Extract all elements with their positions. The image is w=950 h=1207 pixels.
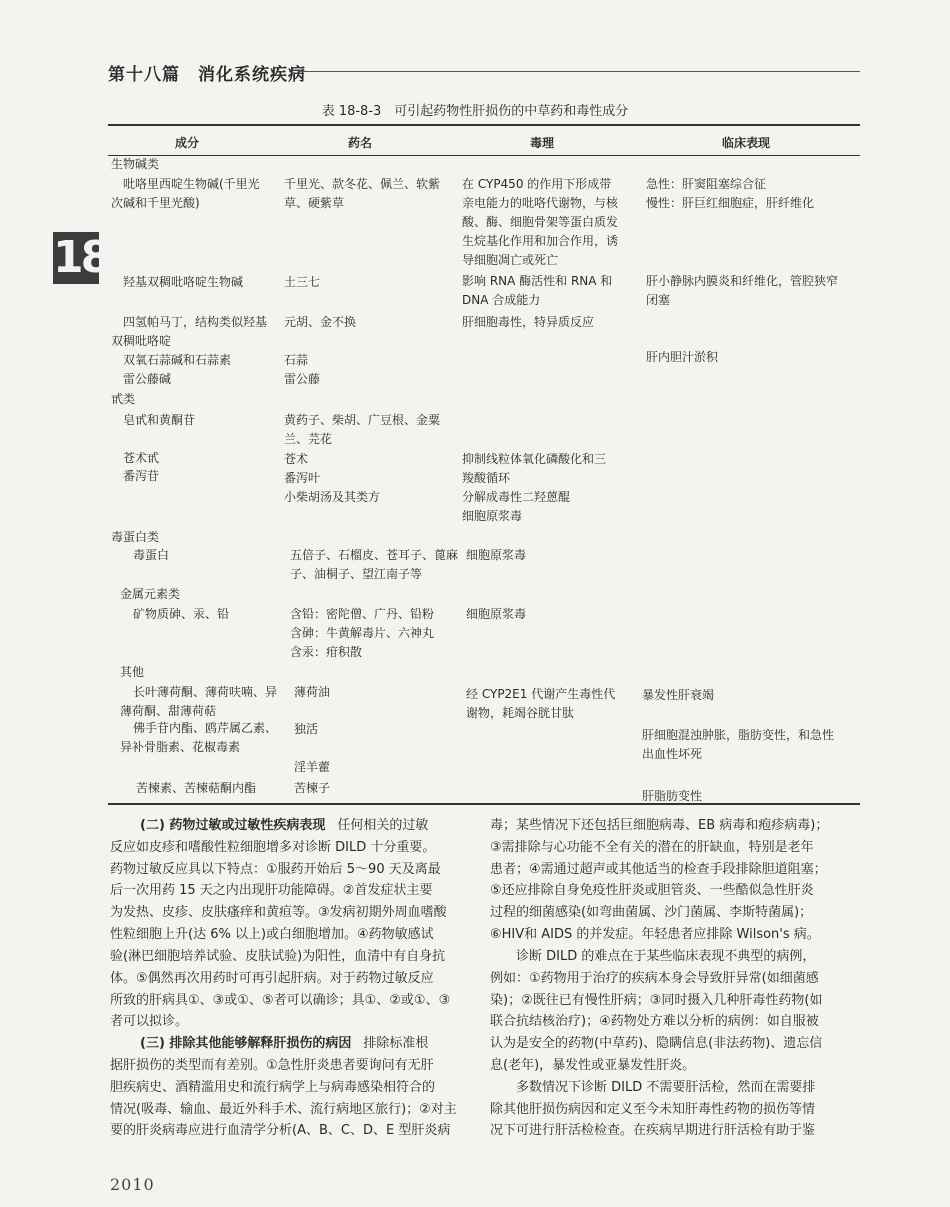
- table-cell: 吡咯里西啶生物碱(千里光: [123, 177, 260, 191]
- body-right-line: 过程的细菌感染(如弯曲菌属、沙门菌属、李斯特菌属)；: [490, 905, 813, 920]
- table-cell: 番泻叶: [284, 471, 321, 485]
- table-cell: 次碱和千里光酸): [111, 196, 200, 210]
- table-cell: 含铅：密陀僧、广丹、铅粉: [290, 607, 435, 621]
- table-cell: 肝小静脉内膜炎和纤维化，管腔狭窄: [646, 274, 839, 288]
- body-right-line: 多数情况下诊断 DILD 不需要肝活检，然而在需要排: [516, 1080, 816, 1095]
- body-left-line: 为发热、皮疹、皮肤瘙痒和黄疸等。③发病初期外周血嗜酸: [110, 905, 447, 920]
- table-cell: 急性：肝窦阻塞综合征: [646, 177, 767, 191]
- body-right-line: 认为是安全的药物(中草药)、隐瞒信息(非法药物)、遗忘信: [490, 1036, 823, 1051]
- table-cell: 雷公藤: [284, 372, 321, 386]
- body-left-line: 所致的肝病具①、③或①、⑤者可以确诊；具①、②或①、③: [110, 993, 451, 1008]
- table-cell: DNA 合成能力: [462, 293, 541, 307]
- table-cell: 谢物，耗竭谷胱甘肽: [466, 706, 575, 720]
- table-cell: 细胞原浆毒: [462, 509, 523, 523]
- table-cell: 羟基双稠吡咯啶生物碱: [123, 275, 244, 289]
- table-cell: 黄药子、柴胡、广豆根、金粟: [284, 413, 441, 427]
- body-right-line: ⑥HIV和 AIDS 的并发症。年轻患者应排除 Wilson's 病。: [490, 927, 820, 942]
- table-cell: 皂甙和黄酮苷: [123, 413, 196, 427]
- page-number: 2010: [110, 1175, 155, 1194]
- body-right-line: 染)；②既往已有慢性肝病；③同时摄入几种肝毒性药物(如: [490, 993, 823, 1008]
- table-cell: 苍术: [284, 452, 309, 466]
- table-cell: 兰、芫花: [284, 432, 333, 446]
- table-cell: 经 CYP2E1 代谢产生毒性代: [466, 687, 616, 701]
- body-left-line: 验(淋巴细胞培养试验、皮肤试验)为阳性，血清中有自身抗: [110, 949, 446, 964]
- table-cell: 金属元素类: [120, 587, 181, 601]
- table-cell: 慢性：肝巨红细胞症，肝纤维化: [646, 196, 815, 210]
- body-left-line: 者可以拟诊。: [110, 1014, 189, 1029]
- table-caption: 表 18-8-3 可引起药物性肝损伤的中草药和毒性成分: [321, 104, 629, 119]
- table-cell: 苍术甙: [123, 451, 160, 465]
- table-header-rule: [108, 155, 860, 156]
- table-cell: 肝细胞毒性，特异质反应: [462, 315, 595, 329]
- table-bottom-rule: [108, 803, 860, 805]
- table-cell: 雷公藤碱: [123, 372, 172, 386]
- col-header-clinical: 临床表现: [722, 136, 771, 150]
- body-left-line: 反应如皮疹和嗜酸性粒细胞增多对诊断 DILD 十分重要。: [110, 840, 436, 855]
- table-cell: 肝内胆汁淤积: [646, 350, 719, 364]
- table-cell: 生烷基化作用和加合作用，诱: [462, 234, 619, 248]
- table-cell: 含砷：牛黄解毒片、六神丸: [290, 626, 435, 640]
- table-cell: 酸、酶、细胞骨架等蛋白质发: [462, 215, 619, 229]
- col-header-component: 成分: [175, 136, 200, 150]
- body-right-line: 诊断 DILD 的难点在于某些临床表现不典型的病例，: [516, 949, 816, 964]
- col-header-toxicity: 毒理: [530, 136, 555, 150]
- col-header-drug: 药名: [348, 136, 373, 150]
- section-heading: (二) 药物过敏或过敏性疾病表现: [140, 818, 326, 833]
- table-cell: 其他: [120, 665, 145, 679]
- table-cell: 番泻苷: [123, 469, 160, 483]
- chapter-tab: 18: [53, 232, 109, 283]
- table-cell: 双氧石蒜碱和石蒜素: [123, 353, 232, 367]
- table-cell: 淫羊藿: [294, 760, 331, 774]
- table-cell: 草、硬紫草: [284, 196, 345, 210]
- table-cell: 子、油桐子、望江南子等: [290, 567, 423, 581]
- body-left-line: 药物过敏反应具以下特点：①服药开始后 5～90 天及离最: [110, 862, 441, 877]
- table-cell: 抑制线粒体氧化磷酸化和三: [462, 452, 607, 466]
- table-cell: 羧酸循环: [462, 471, 511, 485]
- table-cell: 闭塞: [646, 293, 671, 307]
- table-cell: 长叶薄荷酮、薄荷呋喃、异: [133, 685, 278, 699]
- body-left-line: [110, 815, 428, 837]
- body-left-line: 要的肝炎病毒应进行血清学分析(A、B、C、D、E 型肝炎病: [110, 1123, 451, 1138]
- table-cell: 含汞：疳积散: [290, 645, 363, 659]
- table-cell: 独活: [294, 722, 319, 736]
- body-right-line: ⑤还应排除自身免疫性肝炎或胆管炎、一些酷似急性肝炎: [490, 883, 814, 898]
- table-cell: 小柴胡汤及其类方: [284, 490, 381, 504]
- table-cell: 细胞原浆毒: [466, 548, 527, 562]
- body-right-line: 息(老年)，暴发性或亚暴发性肝炎。: [490, 1058, 696, 1073]
- table-top-rule: [108, 124, 860, 126]
- body-left-line: [110, 1033, 428, 1055]
- table-cell: 亲电能力的吡咯代谢物，与核: [462, 196, 619, 210]
- table-cell: 薄荷酮、甜薄荷萜: [120, 704, 217, 718]
- body-right-line: 况下可进行肝活检检查。在疾病早期进行肝活检有助于鉴: [490, 1123, 816, 1138]
- table-cell: 肝细胞混浊肿胀，脂肪变性，和急性: [642, 728, 835, 742]
- table-cell: 土三七: [284, 275, 321, 289]
- body-left-line: 据肝损伤的类型而有差别。①急性肝炎患者要询问有无肝: [110, 1058, 434, 1073]
- table-cell: 双稠吡咯啶: [111, 334, 172, 348]
- table-cell: 细胞原浆毒: [466, 607, 527, 621]
- header-rule: [298, 71, 860, 72]
- body-right-line: 除其他肝损伤病因和定义至今未知肝毒性药物的损伤等情: [490, 1102, 816, 1117]
- table-cell: 千里光、款冬花、佩兰、软紫: [284, 177, 441, 191]
- table-cell: 五倍子、石榴皮、苍耳子、蓖麻: [290, 548, 459, 562]
- body-right-line: 例如：①药物用于治疗的疾病本身会导致肝异常(如细菌感: [490, 971, 819, 986]
- body-text: 排除标准根: [363, 1036, 429, 1051]
- table-cell: 导细胞凋亡或死亡: [462, 253, 559, 267]
- table-cell: 分解成毒性二羟蒽醌: [462, 490, 571, 504]
- table-cell: 影响 RNA 酶活性和 RNA 和: [462, 274, 613, 288]
- table-cell: 四氢帕马丁，结构类似羟基: [123, 315, 268, 329]
- table-cell: 石蒜: [284, 353, 309, 367]
- page-header: [108, 60, 860, 86]
- body-left-line: 性粒细胞上升(达 6% 以上)或白细胞增加。④药物敏感试: [110, 927, 434, 942]
- table-cell: 在 CYP450 的作用下形成带: [462, 177, 612, 191]
- table-cell: 毒蛋白类: [111, 530, 160, 544]
- section-heading: (三) 排除其他能够解释肝损伤的病因: [140, 1036, 352, 1051]
- body-left-line: 胆疾病史、酒精滥用史和流行病学上与病毒感染相符合的: [110, 1080, 436, 1095]
- table-cell: 暴发性肝衰竭: [642, 688, 715, 702]
- body-left-line: 后一次用药 15 天之内出现肝功能障碍。②首发症状主要: [110, 883, 433, 898]
- table-cell: 出血性坏死: [642, 747, 703, 761]
- body-right-line: 毒；某些情况下还包括巨细胞病毒、EB 病毒和疱疹病毒)；: [490, 818, 829, 833]
- body-right-line: 联合抗结核治疗)；④药物处方难以分析的病例：如自服被: [490, 1014, 819, 1029]
- table-cell: 苦楝素、苦楝萜酮内酯: [136, 781, 257, 795]
- table-cell: 佛手苷内酯、鸥芹属乙素、: [133, 721, 278, 735]
- section-title: 第十八篇 消化系统疾病: [108, 65, 306, 85]
- table-cell: 元胡、金不换: [284, 315, 357, 329]
- table-cell: 甙类: [111, 392, 136, 406]
- body-right-line: 患者；④需通过超声或其他适当的检查手段排除胆道阻塞；: [490, 862, 827, 877]
- table-cell: 生物碱类: [111, 157, 160, 171]
- table-cell: 薄荷油: [294, 685, 331, 699]
- body-right-line: ③需排除与心功能不全有关的潜在的肝缺血，特别是老年: [490, 840, 814, 855]
- body-left-line: 体。⑤偶然再次用药时可再引起肝病。对于药物过敏反应: [110, 971, 434, 986]
- table-cell: 毒蛋白: [133, 548, 170, 562]
- body-text: 任何相关的过敏: [337, 818, 429, 833]
- table-cell: 矿物质砷、汞、铅: [133, 607, 230, 621]
- table-cell: 苦楝子: [294, 781, 331, 795]
- table-cell: 肝脂肪变性: [642, 789, 703, 803]
- body-left-line: 情况(吸毒、输血、最近外科手术、流行病地区旅行)；②对主: [110, 1102, 457, 1117]
- table-cell: 异补骨脂素、花椒毒素: [120, 740, 241, 754]
